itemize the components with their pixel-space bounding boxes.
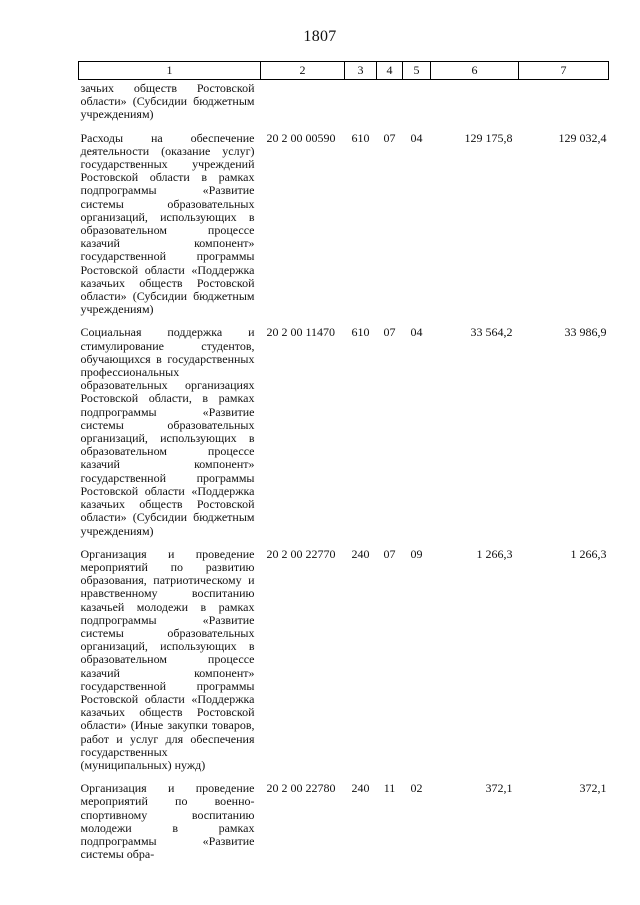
column-header-6: 6: [431, 62, 519, 80]
row-rz: [377, 80, 403, 132]
table-header-row: [79, 62, 609, 80]
column-header-2: 2: [261, 62, 345, 80]
row-description: Организация и проведение мероприятий по военно-спортивному воспитанию молодежи в рамках подпрограммы «Развитие системы обра-: [80, 781, 255, 862]
row-sum-2: 1 266,3: [570, 546, 607, 561]
row-description: Организация и проведение мероприятий по развитию образования, патриотическому и нравственному воспитанию казачьей молодежи в рамках подпрограммы «Развитие системы образовательных организаций, использующих в образовательном процессе казачий компонент» государственной программы Ростовской области «Поддержка казачьих обществ Ростовской области» (Иные закупки товаров, работ и услуг для обеспечения государственных (муниципальных) нужд): [80, 546, 255, 772]
table-row: [79, 782, 609, 871]
column-header-1: 1: [79, 62, 261, 80]
row-rz: 11: [383, 781, 396, 796]
table-row: [79, 80, 609, 132]
row-rz: 07: [383, 546, 396, 561]
table-row: [79, 326, 609, 547]
row-vr: [345, 80, 377, 132]
row-pr: 04: [410, 325, 423, 340]
row-vr: 240: [351, 781, 370, 796]
row-description: Расходы на обеспечение деятельности (оказание услуг) государственных учреждений Ростовской области в рамках подпрограммы «Развитие системы образовательных организаций, использующих в образовательном процессе казачий компонент» государственной программы Ростовской области «Поддержка казачьих обществ Ростовской области» (Субсидии бюджетным учреждениям): [80, 130, 255, 317]
row-rz: 07: [383, 325, 396, 340]
row-pr: 09: [410, 546, 423, 561]
row-code: 20 2 00 22780: [266, 781, 336, 796]
row-vr: 240: [351, 546, 370, 561]
row-vr: 610: [351, 130, 370, 145]
row-sum-2: 33 986,9: [564, 325, 607, 340]
row-pr: [403, 80, 431, 132]
row-description: зачьих обществ Ростовской области» (Субсидии бюджетным учреждениям): [80, 81, 255, 122]
page-number: 1807: [303, 28, 337, 45]
column-header-3: 3: [345, 62, 377, 80]
column-header-5: 5: [403, 62, 431, 80]
table-row: [79, 548, 609, 782]
row-sum-1: 33 564,2: [470, 325, 513, 340]
row-pr: 04: [410, 130, 423, 145]
row-rz: 07: [383, 130, 396, 145]
row-sum-1: 1 266,3: [476, 546, 513, 561]
row-sum-1: [431, 80, 519, 132]
row-vr: 610: [351, 325, 370, 340]
column-header-7: 7: [519, 62, 609, 80]
row-code: 20 2 00 00590: [266, 130, 336, 145]
row-sum-2: 372,1: [579, 781, 607, 796]
row-description: Социальная поддержка и стимулирование студентов, обучающихся в государственных профессиональных образовательных организациях Ростовской области, в рамках подпрограммы «Развитие системы образовательных организаций, использующих в образовательном процессе казачий компонент» государственной программы Ростовской области «Поддержка казачьих обществ Ростовской области» (Субсидии бюджетным учреждениям): [80, 325, 255, 538]
row-sum-1: 372,1: [485, 781, 513, 796]
column-header-4: 4: [377, 62, 403, 80]
row-code: 20 2 00 22770: [266, 546, 336, 561]
row-code: [261, 80, 345, 132]
table-row: [79, 132, 609, 327]
row-sum-1: 129 175,8: [464, 130, 513, 145]
budget-table: [78, 61, 609, 871]
row-sum-2: 129 032,4: [558, 130, 607, 145]
row-sum-2: [519, 80, 609, 132]
row-pr: 02: [410, 781, 423, 796]
row-code: 20 2 00 11470: [266, 325, 336, 340]
